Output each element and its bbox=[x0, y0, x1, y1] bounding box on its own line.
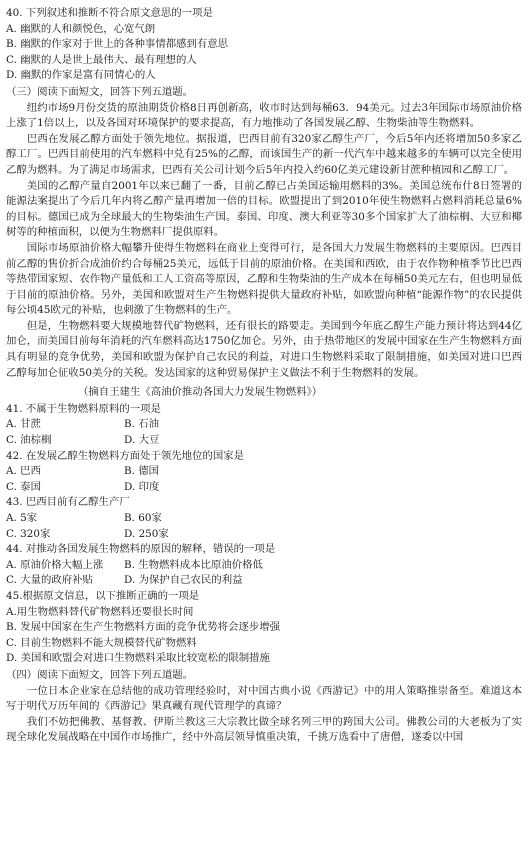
question-44 bbox=[6, 542, 522, 589]
option-d: D. 大豆 bbox=[124, 434, 160, 447]
passage-paragraph: 我们不妨把佛教、基督教、伊斯兰教这三大宗教比做全球名列三甲的跨国大公司。佛教公司的大老板为了实现全球化发展战略在中国作市场推广，经中外高层领导慎重决策，千挑万选看中了唐僧，遂委以中国 bbox=[6, 715, 522, 744]
option-b: B. 60家 bbox=[124, 512, 162, 524]
option-d: D. 250家 bbox=[124, 527, 169, 540]
question-40 bbox=[6, 6, 522, 84]
passage-paragraph: 但是，生物燃料要大规模地替代矿物燃料，还有很长的路要走。美国到今年底乙醇生产能力预计将达到44亿加仑，而美国目前每年消耗的汽车燃料高达1750亿加仑。另外，由于热带地区的发展中国家在生产生物燃料方面具有明显的竞争优势，美国和欧盟为保护自己农民的利益，对进口生物燃料采取了限制措施，如美国对进口巴西乙醇每加仑征收50美分的关税。发达国家的这种贸易保护主义做法不利于生物燃料的发展。 bbox=[6, 319, 522, 379]
passage-paragraph: 美国的乙醇产量自2001年以来已翻了一番，目前乙醇已占美国运输用燃料的3%。美国总统布什8日签署的能源法案提出了今后几年内将乙醇产量再增加一倍的目标。欧盟提出了到2010年使生物燃料占燃料消耗总量6%的目标。德国已成为全球最大的生物柴油生产国。泰国、印度、澳大利亚等30多个国家扩大了油棕榈、大豆和椰树等的种植面积，以便为生物燃料厂提供原料。 bbox=[6, 179, 522, 239]
option-c: C. 泰国 bbox=[6, 480, 41, 493]
option-a: A. 幽默的人和颜悦色，心宽气朗 bbox=[6, 22, 156, 35]
option-a: A. 甘蔗 bbox=[6, 418, 41, 431]
section-3-heading: （三）阅读下面短文，回答下列五道题。 bbox=[6, 85, 194, 98]
option-a: A. 5家 bbox=[6, 512, 38, 524]
option-c: C. 320家 bbox=[6, 527, 51, 540]
passage-paragraph: 纽约市场9月份交货的原油期货价格8日再创新高，收市时达到每桶63．94美元。过去3年国际市场原油价格上涨了1倍以上，以及各国对环境保护的要求提高，有力地推动了各国发展乙醇、生物柴油等生物燃料。 bbox=[6, 101, 522, 130]
question-stem: 45.根据原文信息，以下推断正确的一项是 bbox=[6, 589, 200, 602]
option-c: C. 大量的政府补贴 bbox=[6, 574, 93, 587]
option-b: B. 发展中国家在生产生物燃料方面的竞争优势将会逐步增强 bbox=[6, 621, 281, 634]
passage-paragraph: 一位日本企业家在总结他的成功管理经验时，对中国古典小说《西游记》中的用人策略推崇备至。难道这本写于明代万历年间的《西游记》果真藏有现代管理学的真谛？ bbox=[6, 684, 522, 713]
section-4-passage bbox=[6, 684, 522, 746]
question-43 bbox=[6, 495, 522, 542]
option-a: A. 原油价格大幅上涨 bbox=[6, 558, 104, 571]
option-a: A. 巴西 bbox=[6, 465, 41, 478]
option-d: D. 美国和欧盟会对进口生物燃料采取比较宽松的限制措施 bbox=[6, 652, 270, 665]
question-42 bbox=[6, 449, 522, 496]
option-d: D. 为保护自己农民的利益 bbox=[124, 574, 243, 587]
section-3-passage bbox=[6, 101, 522, 382]
question-41 bbox=[6, 402, 522, 449]
option-a: A.用生物燃料替代矿物燃料还要很长时间 bbox=[6, 605, 194, 618]
question-stem: 43. 巴西目前有乙醇生产厂 bbox=[6, 496, 130, 509]
option-b: B. 德国 bbox=[124, 465, 160, 478]
option-d: D. 印度 bbox=[124, 480, 160, 493]
question-stem: 42. 在发展乙醇生物燃料方面处于领先地位的国家是 bbox=[6, 449, 245, 462]
question-stem: 44. 对推动各国发展生物燃料的原因的解释，错误的一项是 bbox=[6, 543, 276, 556]
passage-source: （摘自王建生《高油价推动各国大力发展生物燃料》） bbox=[78, 386, 323, 399]
option-d: D. 幽默的作家是富有同情心的人 bbox=[6, 69, 156, 82]
passage-paragraph: 国际市场原油价格大幅攀升使得生物燃料在商业上变得可行，是各国大力发展生物燃料的主要原因。巴西目前乙醇的售价折合成油价约合每桶25美元，远低于目前的原油价格。在美国和西欧，由于农作物种植季节比巴西等热带国家短、农作物产量低和工人工资高等原因，乙醇和生物柴油的生产成本在每桶50美元左右，但也明显低于目前的原油价格。另外，美国和欧盟对生产生物燃料提供大量政府补贴，如欧盟向种植“能源作物”的农民提供每公顷45欧元的补贴，也刺激了生物燃料的生产。 bbox=[6, 241, 522, 317]
option-b: B. 幽默的作家对于世上的各种事情都感到有意思 bbox=[6, 38, 229, 51]
option-b: B. 石油 bbox=[124, 418, 160, 431]
section-4-heading: （四）阅读下面短文，回答下列五道题。 bbox=[6, 668, 194, 681]
question-45 bbox=[6, 589, 522, 667]
option-c: C. 目前生物燃料不能大规模替代矿物燃料 bbox=[6, 636, 197, 649]
question-stem: 40. 下列叙述和推断不符合原文意思的一项是 bbox=[6, 7, 213, 19]
option-b: B. 生物燃料成本比原油价格低 bbox=[124, 558, 263, 571]
option-c: C. 幽默的人是世上最伟大、最有理想的人 bbox=[6, 53, 197, 66]
option-c: C. 油棕榈 bbox=[6, 434, 52, 447]
passage-paragraph: 巴西在发展乙醇方面处于领先地位。据报道，巴西目前有320家乙醇生产厂，今后5年内还将增加50多家乙醇工厂。巴西目前使用的汽车燃料中兑有25%的乙醇，而该国生产的新一代汽车中越来越多的车辆可以完全使用乙醇为燃料。为了满足市场需求，巴西有关公司计划今后5年内投入约60亿美元建设新甘蔗种植园和乙醇工厂。 bbox=[6, 132, 522, 176]
question-stem: 41. 不属于生物燃料原料的一项是 bbox=[6, 402, 161, 415]
